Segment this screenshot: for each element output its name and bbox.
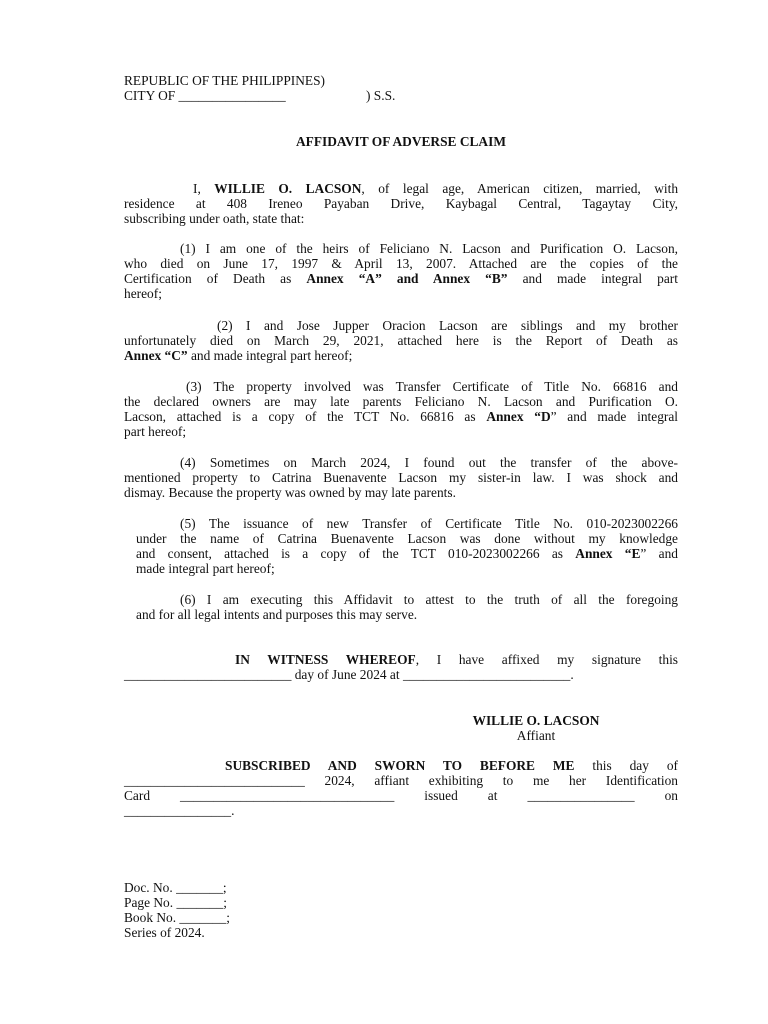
paragraph-5: [136, 516, 678, 576]
paragraph-4: [124, 455, 678, 500]
p5-line-1: (5) The issuance of new Transfer of Certificate Title No. 010-2023002266: [180, 516, 678, 531]
intro-line-3: subscribing under oath, state that:: [124, 211, 305, 226]
p4-line-1: (4) Sometimes on March 2024, I found out the transfer of the above-: [180, 455, 678, 470]
jurat-paragraph: [124, 758, 678, 818]
p1-line-3: Certification of Death as Annex “A” and Annex “B” and made integral part: [124, 271, 678, 286]
intro-line-2: residence at 408 Ireneo Payaban Drive, Kaybagal Central, Tagaytay City,: [124, 196, 678, 211]
p5-line-3: and consent, attached is a copy of the TCT 010-2023002266 as Annex “E” and: [136, 546, 678, 561]
jurat-line-1: SUBSCRIBED AND SWORN TO BEFORE ME this day of: [225, 758, 678, 773]
paragraph-2: [124, 318, 678, 363]
paragraph-6: [136, 592, 678, 622]
p1-line-1: (1) I am one of the heirs of Feliciano N. Lacson and Purification O. Lacson,: [180, 241, 678, 256]
annex-d: Annex “D: [486, 409, 551, 424]
p1-line-4: hereof;: [124, 286, 162, 301]
p4-line-3: dismay. Because the property was owned by may late parents.: [124, 485, 456, 500]
p2-line-2: unfortunately died on March 29, 2021, attached here is the Report of Death as: [124, 333, 678, 348]
p3-line-3: Lacson, attached is a copy of the TCT No. 66816 as Annex “D” and made integral: [124, 409, 679, 424]
annex-e: Annex “E: [575, 546, 641, 561]
jurat-line-2: ___________________________ 2024, affiant exhibiting to me her Identification: [124, 773, 678, 788]
p5-line-4: made integral part hereof;: [136, 561, 275, 576]
intro-paragraph: [124, 181, 678, 226]
jurat-heading: SUBSCRIBED AND SWORN TO BEFORE ME: [225, 758, 575, 773]
p6-line-1: (6) I am executing this Affidavit to attest to the truth of all the foregoing: [180, 592, 678, 607]
witness-heading: IN WITNESS WHEREOF: [235, 652, 416, 667]
page-no: Page No. _______;: [124, 895, 228, 910]
header-line-1: REPUBLIC OF THE PHILIPPINES): [124, 73, 326, 88]
affiant-name: WILLIE O. LACSON: [214, 181, 362, 196]
document-title: AFFIDAVIT OF ADVERSE CLAIM: [296, 134, 506, 149]
header-city: [124, 88, 424, 103]
p3-line-4: part hereof;: [124, 424, 187, 439]
p4-line-2: mentioned property to Catrina Buenavente Lacson my sister-in law. I was shock and: [124, 470, 678, 485]
witness-paragraph: [124, 652, 678, 682]
jurat-line-4: ________________.: [124, 803, 235, 818]
p6-line-2: and for all legal intents and purposes this may serve.: [136, 607, 418, 622]
signature-name: WILLIE O. LACSON: [472, 713, 600, 728]
city-blank: CITY OF ________________: [124, 88, 286, 103]
p1-line-2: who died on June 17, 1997 & April 13, 2007. Attached are the copies of the: [124, 256, 678, 271]
paragraph-3: [124, 379, 678, 439]
notarial-register: [124, 880, 230, 940]
witness-line-2: _________________________ day of June 2024 at _________________________.: [124, 667, 574, 682]
annex-c: Annex “C”: [124, 348, 188, 363]
p3-line-2: the declared owners are may late parents Feliciano N. Lacson and Purification O.: [124, 394, 678, 409]
signature-role: Affiant: [516, 728, 556, 743]
p2-line-1: (2) I and Jose Jupper Oracion Lacson are siblings and my brother: [217, 318, 678, 333]
p2-line-3: Annex “C” and made integral part hereof;: [124, 348, 353, 363]
witness-line-1: IN WITNESS WHEREOF, I have affixed my signature this: [235, 652, 678, 667]
book-no: Book No. _______;: [124, 910, 231, 925]
paragraph-1: [124, 241, 678, 301]
annex-a-b: Annex “A” and Annex “B”: [306, 271, 508, 286]
series-year: Series of 2024.: [124, 925, 205, 940]
header-republic: [124, 73, 325, 88]
p5-line-2: under the name of Catrina Buenavente Lacson was done without my knowledge: [136, 531, 678, 546]
jurat-line-3: Card ________________________________ issued at ________________ on: [124, 788, 678, 803]
ss-label: ) S.S.: [366, 88, 396, 103]
intro-line-1: I, WILLIE O. LACSON, of legal age, American citizen, married, with: [193, 181, 679, 196]
p3-line-1: (3) The property involved was Transfer Certificate of Title No. 66816 and: [186, 379, 678, 394]
doc-no: Doc. No. _______;: [124, 880, 227, 895]
